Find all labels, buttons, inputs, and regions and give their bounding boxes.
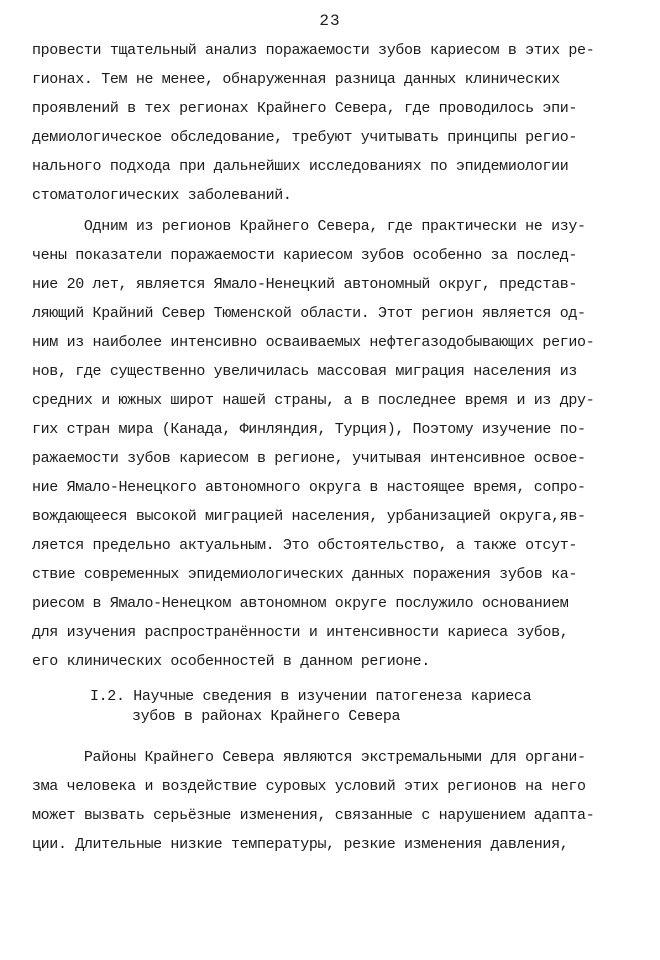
text-line: Одним из регионов Крайнего Севера, где практически не изу-	[32, 218, 586, 235]
text-line: ним из наиболее интенсивно осваиваемых нефтегазодобывающих регио-	[32, 334, 595, 351]
text-line: ляется предельно актуальным. Это обстоятельство, а также отсут-	[32, 537, 578, 554]
text-line: ствие современных эпидемиологических данных поражения зубов ка-	[32, 566, 578, 583]
text-line: провести тщательный анализ поражаемости зубов кариесом в этих ре-	[32, 42, 595, 59]
page-number: 23	[319, 12, 341, 30]
heading-line: I.2. Научные сведения в изучении патогенеза кариеса	[90, 688, 532, 705]
text-line: вождающееся высокой миграцией населения, урбанизацией округа,яв-	[32, 508, 586, 525]
text-line: для изучения распространённости и интенсивности кариеса зубов,	[32, 624, 569, 641]
text-line: ции. Длительные низкие температуры, резкие изменения давления,	[32, 836, 569, 853]
text-line: гионах. Тем не менее, обнаруженная разница данных клинических	[32, 71, 560, 88]
text-line: проявлений в тех регионах Крайнего Севера, где проводилось эпи-	[32, 100, 578, 117]
text-line: может вызвать серьёзные изменения, связанные с нарушением адапта-	[32, 807, 595, 824]
text-line: ражаемости зубов кариесом в регионе, учитывая интенсивное освое-	[32, 450, 586, 467]
text-line: стоматологических заболеваний.	[32, 187, 292, 204]
text-line: гих стран мира (Канада, Финляндия, Турция), Поэтому изучение по-	[32, 421, 586, 438]
text-line: нального подхода при дальнейших исследованиях по эпидемиологии	[32, 158, 569, 175]
text-line: ние 20 лет, является Ямало-Ненецкий автономный округ, представ-	[32, 276, 578, 293]
heading-line: зубов в районах Крайнего Севера	[132, 708, 401, 725]
text-line: его клинических особенностей в данном регионе.	[32, 653, 430, 670]
text-line: риесом в Ямало-Ненецком автономном округе послужило основанием	[32, 595, 569, 612]
text-line: ние Ямало-Ненецкого автономного округа в настоящее время, сопро-	[32, 479, 586, 496]
text-line: чены показатели поражаемости кариесом зубов особенно за послед-	[32, 247, 578, 264]
text-line: нов, где существенно увеличилась массовая миграция населения из	[32, 363, 578, 380]
text-line: Районы Крайнего Севера являются экстремальными для органи-	[32, 749, 586, 766]
text-line: ляющий Крайний Север Тюменской области. Этот регион является од-	[32, 305, 586, 322]
text-line: демиологическое обследование, требуют учитывать принципы регио-	[32, 129, 578, 146]
text-line: средних и южных широт нашей страны, а в последнее время и из дру-	[32, 392, 595, 409]
text-line: зма человека и воздействие суровых условий этих регионов на него	[32, 778, 586, 795]
